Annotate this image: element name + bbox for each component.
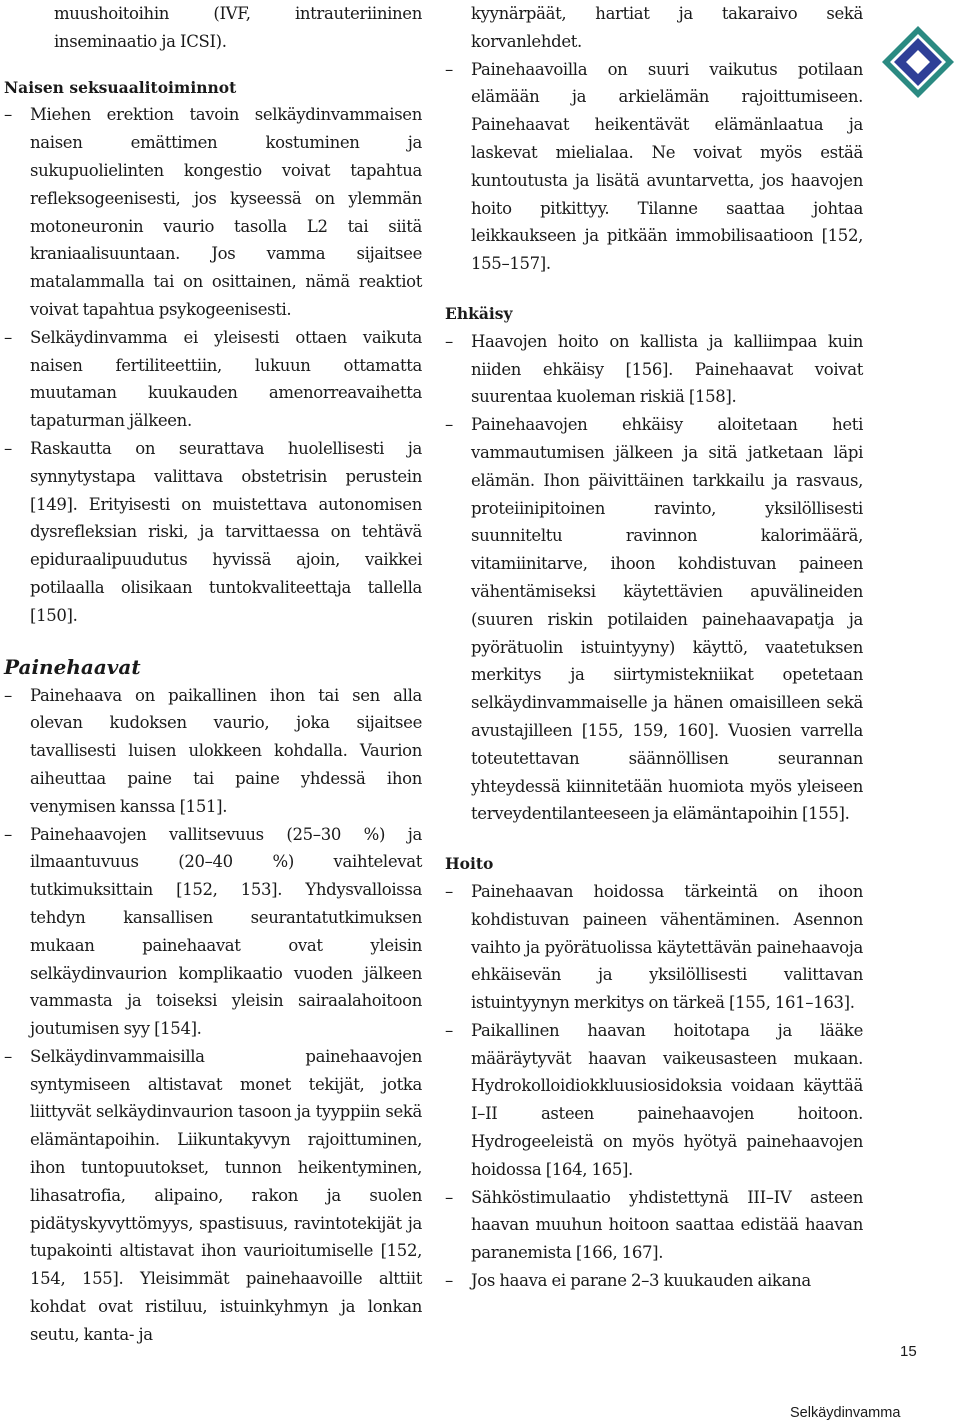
list-item: – Painehaavojen ehkäisy aloitetaan heti vammautumisen jälkeen ja sitä jatketaan läpi elämän. Ihon päivittäinen tarkkailu ja rasvaus, proteiinipitoinen ravinto, yksilöllisesti suunniteltu ravinnon kalorimäärä, vitamiinitarve, ihoon kohdistuvan paineen vähentämiseksi käytettävien apuvälineiden (suuren riskin potilaiden painehaavapatja ja pyörätuolin istuintyyny) käyttö, vaatetuksen merkitys ja siirtymistekniikat opetetaan selkäydinvammaiselle ja hänen omaisilleen sekä avustajilleen [155, 159, 160]. Vuosien varrella toteutettavan säännöllisen seurannan yhteydessä kiinnitetään huomiota myös yleiseen terveydentilanteeseen ja elämäntapoihin [155]. — [445, 411, 863, 828]
list-item: – Painehaava on paikallinen ihon tai sen alla olevan kudoksen vaurio, joka sijaitsee tavallisesti luisen ulokkeen kohdalla. Vaurion aiheuttaa paine tai paine yhdessä ihon venymisen kanssa [151]. — [4, 682, 422, 821]
list-item: – Sähköstimulaatio yhdistettynä III–IV asteen haavan muuhun hoitoon saattaa edistää haavan paranemista [166, 167]. — [445, 1184, 863, 1267]
diamond-logo-icon — [880, 24, 956, 100]
left-intro-paragraph: muushoitoihin (IVF, intrauteriininen inseminaatio ja ICSI). — [54, 4, 422, 51]
list-item: – Selkäydinvammaisilla painehaavojen syntymiseen altistavat monet tekijät, jotka liittyvät selkäydinvaurion tasoon ja tyyppiin sekä elämäntapoihin. Liikuntakyvyn rajoittuminen, ihon tuntopuutokset, tunnon heikentyminen, lihasatrofia, alipaino, rakon ja suolen pidätyskyvyttömyys, spastisuus, ravintotekijät ja tupakointi altistavat ihon vaurioitumiselle [152, 154, 155]. Yleisimmät painehaavoille alttiit kohdat ovat ristiluu, istuinkyhmyn ja lonkan seutu, kanta- ja — [4, 1043, 422, 1349]
list-item: – Selkäydinvamma ei yleisesti ottaen vaikuta naisen fertiliteettiin, lukuun ottamatta muutaman kuukauden amenorreavaihetta tapaturman jälkeen. — [4, 324, 422, 435]
heading-painehaavat: Painehaavat — [4, 654, 141, 679]
footer-title: Selkäydinvamma — [790, 1405, 901, 1421]
right-column — [445, 0, 863, 1295]
left-column — [4, 0, 422, 1349]
heading-hoito: Hoito — [445, 854, 494, 874]
list-item: – Jos haava ei parane 2–3 kuukauden aikana — [445, 1267, 863, 1295]
list-item: – Painehaavoilla on suuri vaikutus potilaan elämään ja arkielämän rajoittumiseen. Painehaavat heikentävät elämänlaatua ja laskevat mielialaa. Ne voivat myös estää kuntoutusta ja lisätä avuntarvetta, jos haavojen hoito pitkittyy. Tilanne saattaa johtaa leikkaukseen ja pitkään immobilisaatioon [152, 155–157]. — [445, 56, 863, 278]
list-item: – Haavojen hoito on kallista ja kalliimpaa kuin niiden ehkäisy [156]. Painehaavat voivat suurentaa kuoleman riskiä [158]. — [445, 328, 863, 411]
right-intro-paragraph: kyynärpäät, hartiat ja takaraivo sekä korvanlehdet. — [471, 4, 863, 51]
list-item: – Painehaavan hoidossa tärkeintä on ihoon kohdistuvan paineen vähentäminen. Asennon vaihto ja pyörätuolissa käytettävän painehaavoja ehkäisevän ja yksilöllisesti valittavan istuintyynyn merkitys on tärkeä [155, 161–163]. — [445, 878, 863, 1017]
list-item: – Miehen erektion tavoin selkäydinvammaisen naisen emättimen kostuminen ja sukupuolielinten kongestio voivat tapahtua refleksogeenisesti, jos kyseessä on ylemmän motoneuronin vaurio tasolla L2 tai siitä kraniaalisuuntaan. Jos vamma sijaitsee matalammalla tai on osittainen, nämä reaktiot voivat tapahtua psykogeenisesti. — [4, 101, 422, 323]
list-item: – Painehaavojen vallitsevuus (25–30 %) ja ilmaantuvuus (20–40 %) vaihtelevat tutkimuksittain [152, 153]. Yhdysvalloissa tehdyn kansallisen seurantatutkimuksen mukaan painehaavat ovat yleisin selkäydinvaurion komplikaatio vuoden jälkeen vammasta ja toiseksi yleisin sairaalahoitoon joutumisen syy [154]. — [4, 821, 422, 1043]
list-item: – Raskautta on seurattava huolellisesti ja synnytystapa valittava obstetrisin perustein [149]. Erityisesti on muistettava autonomisen dysrefleksian riski, ja tarvittaessa on tehtävä epiduraalipuudutus hyvissä ajoin, vaikkei potilaalla olisikaan tuntokvaliteettaja tallella [150]. — [4, 435, 422, 630]
list-item: – Paikallinen haavan hoitotapa ja lääke määräytyvät haavan vaikeusasteen mukaan. Hydrokolloidiokkluusiosidoksia voidaan käyttää I–II asteen painehaavojen hoitoon. Hydrogeeleistä on myös hyötyä painehaavojen hoidossa [164, 165]. — [445, 1017, 863, 1184]
heading-ehkaisy: Ehkäisy — [445, 303, 513, 323]
page-number: 15 — [900, 1343, 917, 1360]
heading-naisen-seksuaalitoiminnot: Naisen seksuaalitoiminnot — [4, 77, 237, 97]
